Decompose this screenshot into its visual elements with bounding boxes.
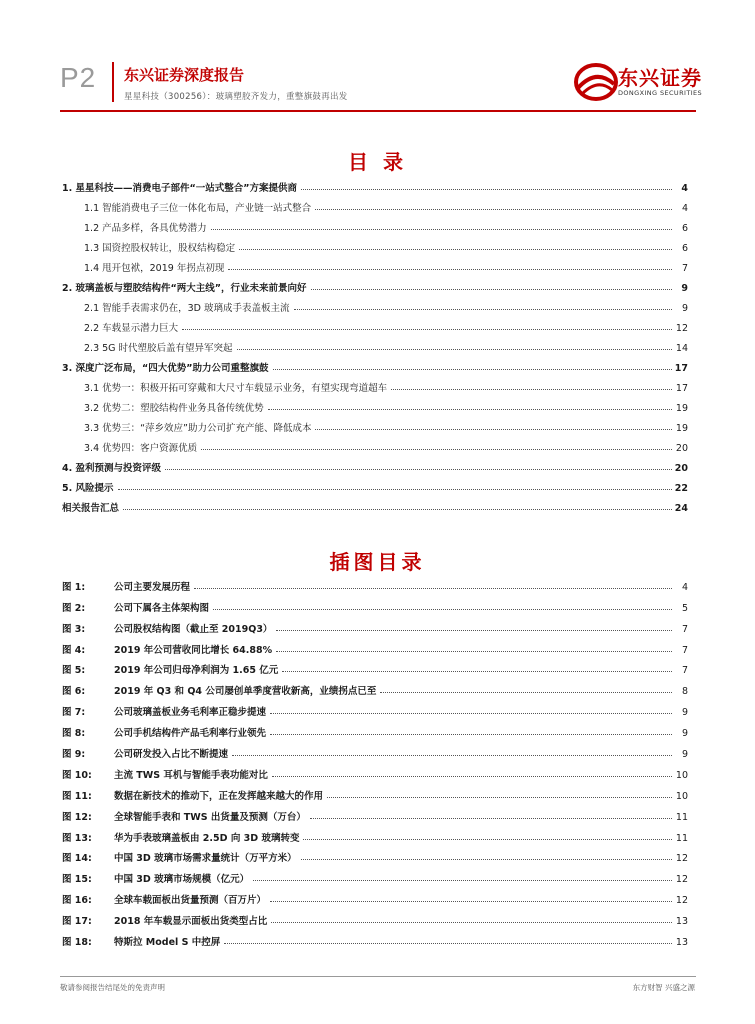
figure-entry-page: 12: [675, 853, 688, 865]
dot-leader: [224, 942, 672, 944]
figure-number: 图 14:: [62, 853, 92, 865]
toc-entry-label: 3.3 优势三：“萍乡效应”助力公司扩充产能、降低成本: [84, 423, 312, 434]
figure-number: 图 7:: [62, 707, 86, 719]
dot-leader: [310, 817, 672, 819]
toc-entry[interactable]: [62, 174, 688, 194]
toc-entry-label: 3.4 优势四：客户资源优质: [84, 443, 198, 454]
figure-entry-page: 10: [675, 769, 688, 781]
figure-entry-label: 公司主要发展历程: [114, 581, 191, 593]
toc-entry-page: 20: [675, 443, 688, 454]
toc-entry[interactable]: [62, 334, 688, 354]
dot-leader: [276, 629, 672, 631]
figure-number: 图 12:: [62, 811, 92, 823]
figure-entry-label: 主流 TWS 耳机与智能手表功能对比: [114, 769, 268, 781]
toc-entry[interactable]: [62, 274, 688, 294]
toc-entry-label: 1.1 智能消费电子三位一体化布局，产业链一站式整合: [84, 203, 312, 214]
toc-entry[interactable]: [62, 474, 688, 494]
toc-entry-label: 5. 风险提示: [62, 483, 114, 494]
figure-entry[interactable]: [62, 635, 688, 656]
dot-leader: [380, 691, 672, 693]
figure-entry-page: 10: [675, 790, 688, 802]
footer-disclaimer: 敬请参阅报告结尾处的免责声明: [60, 983, 165, 992]
figure-entry-label: 全球车载面板出货量预测（百万片）: [114, 895, 267, 907]
figure-entry[interactable]: [62, 593, 688, 614]
dot-leader: [270, 712, 672, 714]
figure-entry[interactable]: [62, 614, 688, 635]
toc-entry[interactable]: [62, 434, 688, 454]
figure-number: 图 5:: [62, 665, 86, 677]
figure-number: 图 10:: [62, 769, 92, 781]
toc-entry-page: 22: [674, 483, 688, 494]
toc-entry-page: 7: [681, 263, 688, 274]
dot-leader: [194, 587, 672, 589]
figure-entry-label: 特斯拉 Model S 中控屏: [114, 937, 221, 949]
figure-entry-label: 华为手表玻璃盖板由 2.5D 向 3D 玻璃转变: [114, 832, 300, 844]
toc-entry[interactable]: [62, 374, 688, 394]
toc-entry-label: 1.2 产品多样，各具优势潜力: [84, 223, 207, 234]
figure-entry[interactable]: [62, 885, 688, 906]
figure-entry-label: 2018 年车载显示面板出货类型占比: [114, 916, 268, 928]
figure-number: 图 1:: [62, 581, 86, 593]
dot-leader: [301, 858, 672, 860]
toc-entry-page: 17: [675, 383, 688, 394]
toc-entry[interactable]: [62, 454, 688, 474]
figure-number: 图 3:: [62, 623, 86, 635]
figure-entry[interactable]: [62, 823, 688, 844]
dot-leader: [253, 879, 672, 881]
figure-entry[interactable]: [62, 656, 688, 677]
figure-number: 图 15:: [62, 874, 92, 886]
figure-entry[interactable]: [62, 676, 688, 697]
dot-leader: [315, 428, 672, 430]
figure-entry-label: 公司研发投入占比不断提速: [114, 749, 229, 761]
dot-leader: [273, 368, 672, 370]
dot-leader: [391, 388, 672, 390]
toc-entry-label: 3.1 优势一：积极开拓可穿戴和大尺寸车载显示业务，有望实现弯道超车: [84, 383, 388, 394]
page-number: P2: [60, 62, 97, 93]
figure-entry-label: 公司玻璃盖板业务毛利率正稳步提速: [114, 707, 267, 719]
figure-number: 图 6:: [62, 686, 86, 698]
figure-entry[interactable]: [62, 844, 688, 865]
figure-number: 图 13:: [62, 832, 92, 844]
figure-entry-page: 8: [681, 686, 688, 698]
figure-number: 图 11:: [62, 790, 92, 802]
figure-entry-label: 数据在新技术的推动下，正在发挥越来越大的作用: [114, 790, 324, 802]
figure-entry-page: 7: [681, 623, 688, 635]
dot-leader: [118, 488, 672, 490]
figure-number: 图 8:: [62, 728, 86, 740]
figure-number: 图 16:: [62, 895, 92, 907]
figure-number: 图 4:: [62, 644, 86, 656]
toc-entry-page: 14: [675, 343, 688, 354]
figure-entry[interactable]: [62, 572, 688, 593]
logo-text-cn: 东兴证券: [618, 66, 702, 90]
figure-entry-page: 13: [675, 916, 688, 928]
figure-entry-page: 4: [681, 581, 688, 593]
figure-number: 图 2:: [62, 602, 86, 614]
dot-leader: [182, 328, 672, 330]
toc-entry-page: 19: [675, 403, 688, 414]
dot-leader: [239, 248, 672, 250]
dot-leader: [303, 838, 672, 840]
toc-entry-label: 相关报告汇总: [62, 503, 120, 514]
toc-entry-label: 3.2 优势二：塑胶结构件业务具备传统优势: [84, 403, 264, 414]
figure-entry-page: 13: [675, 937, 688, 949]
toc-entry-page: 20: [674, 463, 688, 474]
figure-entry[interactable]: [62, 906, 688, 927]
toc-entry-label: 1. 星星科技——消费电子部件“一站式整合”方案提供商: [62, 183, 298, 194]
figure-entry-label: 公司下属各主体架构图: [114, 602, 210, 614]
toc-list: [62, 174, 688, 514]
toc-entry[interactable]: [62, 234, 688, 254]
figure-entry-label: 中国 3D 玻璃市场需求量统计（万平方米）: [114, 853, 297, 865]
header-rule: [60, 110, 696, 112]
figure-entry-label: 公司股权结构图（截止至 2019Q3）: [114, 623, 273, 635]
toc-entry[interactable]: [62, 214, 688, 234]
dot-leader: [276, 650, 672, 652]
toc-entry-page: 6: [681, 223, 688, 234]
figure-entry-label: 全球智能手表和 TWS 出货量及预测（万台）: [114, 811, 306, 823]
toc-entry[interactable]: [62, 314, 688, 334]
figure-entry-label: 公司手机结构件产品毛利率行业领先: [114, 728, 267, 740]
toc-entry-page: 17: [674, 363, 688, 374]
toc-entry-page: 12: [675, 323, 688, 334]
toc-entry[interactable]: [62, 294, 688, 314]
dot-leader: [271, 921, 672, 923]
figure-number: 图 18:: [62, 937, 92, 949]
figure-entry-page: 9: [681, 749, 688, 761]
figure-entry-page: 7: [681, 644, 688, 656]
toc-entry-page: 24: [674, 503, 688, 514]
toc-entry[interactable]: [62, 354, 688, 374]
figure-entry-label: 2019 年公司营收同比增长 64.88%: [114, 644, 273, 656]
figure-entry[interactable]: [62, 697, 688, 718]
toc-entry[interactable]: [62, 194, 688, 214]
dot-leader: [270, 900, 672, 902]
toc-entry-page: 4: [681, 183, 688, 194]
dot-leader: [228, 268, 672, 270]
figure-entry[interactable]: [62, 864, 688, 885]
figure-entry[interactable]: [62, 760, 688, 781]
figure-entry-page: 12: [675, 895, 688, 907]
dot-leader: [213, 608, 672, 610]
toc-entry-label: 2.3 5G 时代塑胶后盖有望异军突起: [84, 343, 233, 354]
toc-entry-page: 19: [675, 423, 688, 434]
header-separator: [112, 62, 114, 102]
dot-leader: [237, 348, 672, 350]
toc-entry-label: 1.3 国资控股权转让，股权结构稳定: [84, 243, 236, 254]
figure-entry-page: 9: [681, 728, 688, 740]
dot-leader: [165, 468, 672, 470]
figure-entry-label: 中国 3D 玻璃市场规模（亿元）: [114, 874, 250, 886]
dot-leader: [270, 733, 672, 735]
figure-entry-page: 11: [675, 811, 688, 823]
toc-entry-page: 4: [681, 203, 688, 214]
dot-leader: [232, 754, 672, 756]
toc-entry-page: 6: [681, 243, 688, 254]
figure-number: 图 17:: [62, 916, 92, 928]
dot-leader: [327, 796, 672, 798]
toc-title: 目 录: [348, 150, 407, 174]
figure-entry[interactable]: [62, 802, 688, 823]
figure-entry-page: 9: [681, 707, 688, 719]
toc-entry[interactable]: [62, 254, 688, 274]
toc-entry-page: 9: [681, 303, 688, 314]
toc-entry-label: 2. 玻璃盖板与塑胶结构件“两大主线”，行业未来前景向好: [62, 283, 307, 294]
figure-entry[interactable]: [62, 781, 688, 802]
logo-text-en: DONGXING SECURITIES: [618, 89, 703, 97]
footer-rule: [60, 976, 696, 977]
figures-title: 插图目录: [329, 550, 426, 574]
figure-list: [62, 572, 688, 948]
toc-entry-label: 2.1 智能手表需求仍在，3D 玻璃成手表盖板主流: [84, 303, 290, 314]
toc-entry-label: 4. 盈利预测与投资评级: [62, 463, 162, 474]
dot-leader: [201, 448, 672, 450]
dot-leader: [211, 228, 672, 230]
report-title: 东兴证券深度报告: [124, 66, 245, 84]
figure-number: 图 9:: [62, 749, 86, 761]
figure-entry-label: 2019 年公司归母净利润为 1.65 亿元: [114, 665, 279, 677]
toc-entry-label: 3. 深度广泛布局，“四大优势”助力公司重整旗鼓: [62, 363, 269, 374]
dot-leader: [282, 670, 672, 672]
dot-leader: [123, 508, 672, 510]
figure-entry[interactable]: [62, 739, 688, 760]
dot-leader: [294, 308, 672, 310]
figure-entry[interactable]: [62, 718, 688, 739]
dot-leader: [268, 408, 672, 410]
figure-entry-label: 2019 年 Q3 和 Q4 公司屡创单季度营收新高，业绩拐点已至: [114, 686, 377, 698]
dot-leader: [315, 208, 672, 210]
toc-entry-label: 1.4 甩开包袱，2019 年拐点初现: [84, 263, 225, 274]
figure-entry-page: 11: [675, 832, 688, 844]
footer-slogan: 东方财智 兴盛之源: [632, 983, 695, 992]
figure-entry-page: 7: [681, 665, 688, 677]
figure-entry[interactable]: [62, 927, 688, 948]
dot-leader: [272, 775, 672, 777]
toc-entry[interactable]: [62, 414, 688, 434]
toc-entry[interactable]: [62, 394, 688, 414]
figure-entry-page: 12: [675, 874, 688, 886]
toc-entry-page: 9: [681, 283, 688, 294]
toc-entry-label: 2.2 车载显示潜力巨大: [84, 323, 179, 334]
report-subtitle: 星星科技（300256）：玻璃塑胶齐发力，重整旗鼓再出发: [124, 92, 348, 102]
dot-leader: [301, 188, 672, 190]
figure-entry-page: 5: [681, 602, 688, 614]
dot-leader: [311, 288, 672, 290]
toc-entry[interactable]: [62, 494, 688, 514]
